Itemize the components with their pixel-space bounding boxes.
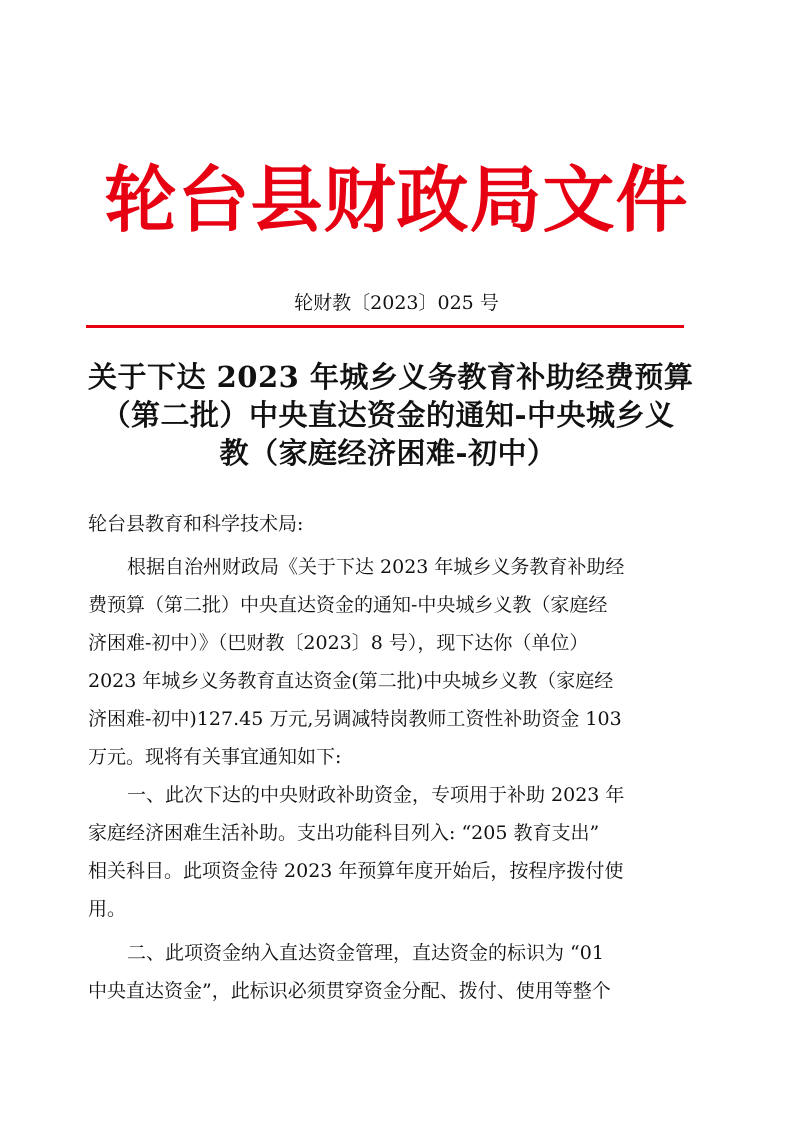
body-line: 家庭经济困难生活补助。支出功能科目列入: “205 教育支出” [88,822,600,844]
body-line: 用。 [88,898,127,920]
document-title [88,358,694,472]
body-line: 一、此次下达的中央财政补助资金，专项用于补助 2023 年 [127,784,625,806]
document-number: 轮财教〔2023〕025 号 [294,292,499,314]
document-masthead: 轮台县财政局文件 [104,158,689,242]
title-line: 教（家庭经济困难-初中） [219,436,557,470]
body-line: 相关科目。此项资金待 2023 年预算年度开始后，按程序拨付使 [88,860,624,882]
body-line: 二、此项资金纳入直达资金管理，直达资金的标识为 “01 [127,942,604,964]
body-line: 根据自治州财政局《关于下达 2023 年城乡义务教育补助经 [127,556,625,578]
recipient-salutation: 轮台县教育和科学技术局: [88,513,304,535]
body-line: 2023 年城乡义务教育直达资金(第二批)中央城乡义教（家庭经 [88,670,614,692]
body-line: 济困难-初中)127.45 万元,另调减特岗教师工资性补助资金 103 [88,708,622,730]
body-line: 万元。现将有关事宜通知如下: [88,746,342,768]
red-divider-line [86,325,684,328]
title-line: 关于下达 2023 年城乡义务教育补助经费预算 [88,360,694,394]
title-line: （第二批）中央直达资金的通知-中央城乡义 [101,398,675,432]
document-body [88,548,688,1010]
body-line: 济困难-初中）》（巴财教〔2023〕8 号），现下达你（单位） [88,632,589,654]
body-line: 中央直达资金”，此标识必须贯穿资金分配、拨付、使用等整个 [88,980,611,1002]
body-line: 费预算（第二批）中央直达资金的通知-中央城乡义教（家庭经 [88,594,608,616]
